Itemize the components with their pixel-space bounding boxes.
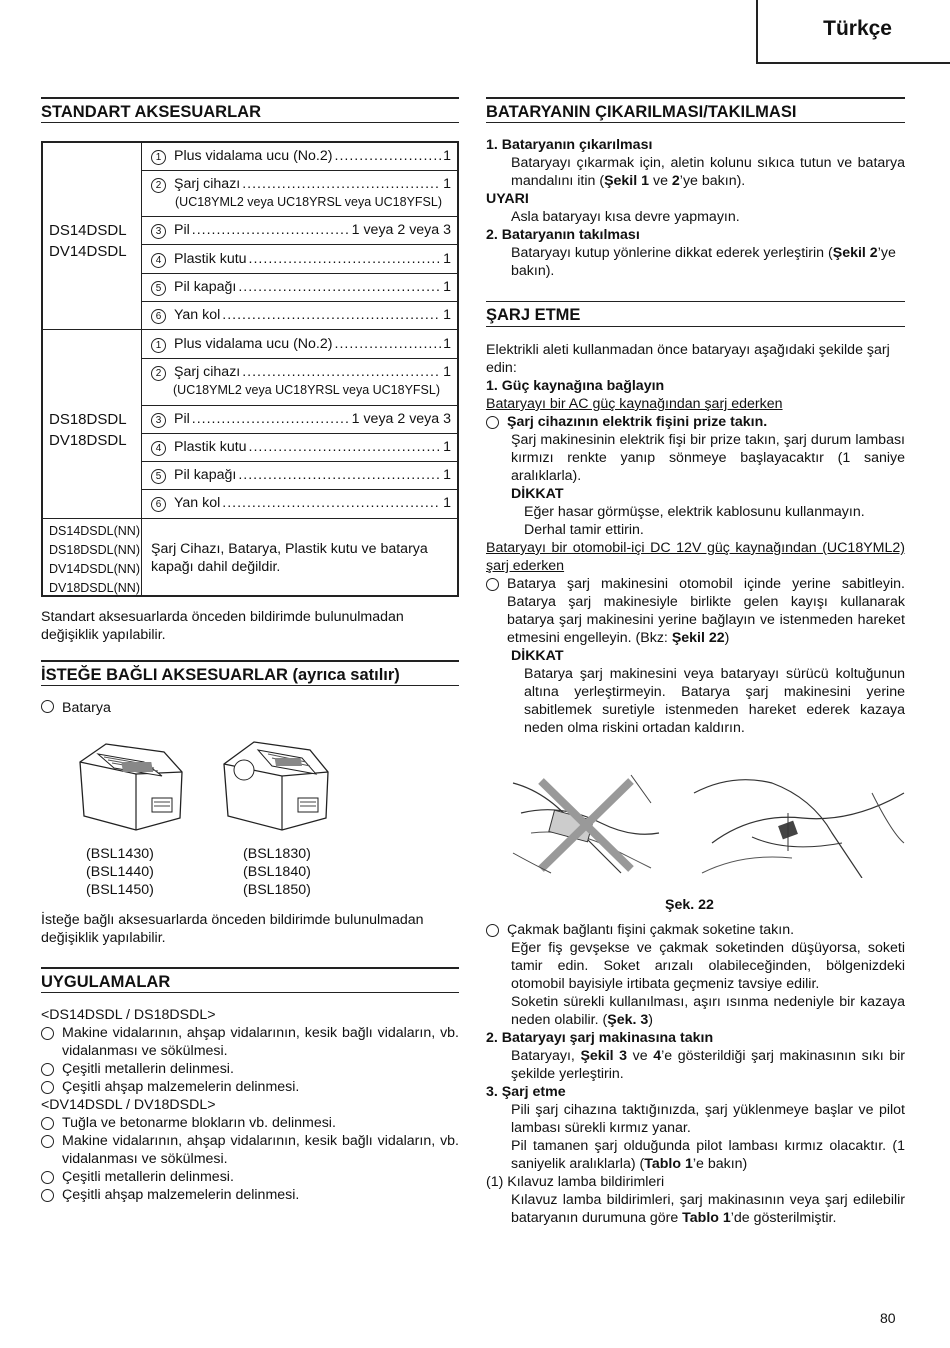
battery-bsl18-illustration [220, 732, 332, 832]
bullet-icon [486, 578, 499, 591]
bullet-icon [41, 1081, 54, 1094]
bullet-icon [41, 1117, 54, 1130]
optional-accessories-heading: İSTEĞE BAĞLI AKSESUARLAR (ayrıca satılır) [41, 660, 459, 686]
table-row: 5 Pil kapağı ..... 1 [151, 466, 451, 484]
bullet-icon [41, 1063, 54, 1076]
table-row: 4 Plastik kutu ..... 1 [151, 250, 451, 268]
model-group-3: DS14DSDL(NN) DS18DSDL(NN) DV14DSDL(NN) DV18DSDL(NN) [49, 524, 140, 595]
car-seat-strap-illustration [692, 773, 906, 878]
language-label: Türkçe [823, 17, 892, 40]
battery-bsl14-illustration [76, 732, 188, 832]
standard-accessories-table [41, 141, 459, 597]
not-included-note: Şarj Cihazı, Batarya, Plastik kutu ve batarya kapağı dahil değildir. [151, 541, 428, 575]
table-row: 4 Plastik kutu ..... 1 [151, 438, 451, 456]
bullet-icon [41, 1135, 54, 1148]
charging-section: Elektrikli aleti kullanmadan önce bataryayı aşağıdaki şekilde şarj edin: 1. Güç kaynağına bağlayın Bataryayı bir AC güç kaynağından şarj ederken Şarj cihazının elektrik fişini prize takın. Şarj makinesinin elektrik fişi bir prize takın, şarj durum lambası kırmızı renkte yanıp sönmeye başlayacaktır (1 saniye aralıklarla). DİKKAT Eğer hasar görmüşse, elektrik kablosunu kullanmayın. Derhal tamir ettirin. Bataryayı bir otomobil-içi DC 12V güç kaynağından (UC18YML2) şarj ederken Batarya şarj makinesini otomobil içinde yerine sabitleyin. Batarya şarj makinesiyle birlikte gelen kayışı kullanarak batarya şarj makinesini yerine bağlayın ve istenmeden hareket etmesini engelleyin. (Bkz: Şekil 22) DİKKAT Batarya şarj makinesini veya bataryayı sürücü koltuğunun altına yerleştirmeyin. Batarya şarj makinesini yerine sabitlemek suretiyle istenmeden hareket ederek kazaya neden olma riskini ortadan kaldırın. [486, 342, 905, 736]
bullet-icon [41, 1189, 54, 1202]
list-item: Makine vidalarının, ahşap vidalarının, kesik bağlı vidaların, vb. vidalanması ve sökülmesi. [41, 1132, 459, 1168]
page-number: 80 [880, 1310, 896, 1326]
standard-accessories-footnote: Standart aksesuarlarda önceden bildirimde bulunulmadan değişiklik yapılabilir. [41, 609, 404, 643]
table-row: 1 Plus vidalama ucu (No.2) ..... 1 [151, 335, 451, 353]
list-item: Çeşitli ahşap malzemelerin delinmesi. [41, 1078, 459, 1096]
optional-models-left: (BSL1430) (BSL1440) (BSL1450) [86, 846, 154, 898]
model-group-1: DS14DSDL DV14DSDL [49, 222, 127, 260]
bullet-icon [486, 416, 499, 429]
table-row: 1 Plus vidalama ucu (No.2) ..... 1 [151, 147, 451, 165]
list-item: Tuğla ve betonarme blokların vb. delinmesi. [41, 1114, 459, 1132]
table-row: 3 Pil ..... 1 veya 2 veya 3 [151, 410, 451, 428]
table-row: 6 Yan kol ..... 1 [151, 306, 451, 324]
standard-accessories-heading: STANDART AKSESUARLAR [41, 97, 459, 123]
optional-item: Batarya [41, 699, 459, 717]
car-seat-prohibited-illustration [511, 773, 661, 878]
bullet-icon [41, 700, 54, 713]
app-group-title: <DV14DSDL / DV18DSDL> [41, 1097, 216, 1113]
charger-models: (UC18YML2 veya UC18YRSL veya UC18YFSL) [173, 383, 441, 397]
optional-accessories-footnote: İsteğe bağlı aksesuarlarda önceden bildirimde bulunulmadan değişiklik yapılabilir. [41, 912, 424, 946]
table-row: 6 Yan kol ..... 1 [151, 494, 451, 512]
battery-heading: BATARYANIN ÇIKARILMASI/TAKILMASI [486, 97, 905, 123]
bullet-icon [486, 924, 499, 937]
optional-models-right: (BSL1830) (BSL1840) (BSL1850) [243, 846, 311, 898]
list-item: Çeşitli ahşap malzemelerin delinmesi. [41, 1186, 459, 1204]
model-group-2: DS18DSDL DV18DSDL [49, 411, 127, 449]
table-row: 2 Şarj cihazı ..... 1 [151, 175, 451, 193]
language-tab [756, 0, 950, 64]
table-row: 5 Pil kapağı ..... 1 [151, 278, 451, 296]
figure-caption: Şek. 22 [665, 897, 714, 913]
table-row: 3 Pil ..... 1 veya 2 veya 3 [151, 221, 451, 239]
bullet-icon [41, 1027, 54, 1040]
list-item: Makine vidalarının, ahşap vidalarının, kesik bağlı vidaların, vb. vidalanması ve sökülmesi. [41, 1024, 459, 1060]
battery-section: 1. Bataryanın çıkarılması Bataryayı çıkarmak için, aletin kolunu sıkıca tutun ve batarya mandalını itin (Şekil 1 ve 2’ye bakın). UYARI Asla bataryayı kısa devre yapmayın. 2. Bataryanın takılması Bataryayı kutup yönlerine dikkat ederek yerleştirin (Şekil 2’ye bakın). [486, 137, 905, 279]
list-item: Çeşitli metallerin delinmesi. [41, 1060, 459, 1078]
charger-models: (UC18YML2 veya UC18YRSL veya UC18YFSL) [175, 195, 443, 209]
bullet-icon [41, 1171, 54, 1184]
charging-heading: ŞARJ ETME [486, 301, 905, 327]
applications-heading: UYGULAMALAR [41, 967, 459, 993]
charging-section-continued: Çakmak bağlantı fişini çakmak soketine takın. Eğer fiş gevşekse ve çakmak soketinden düşüyorsa, soketi tamir edin. Soket arızalı olabileceğinden, bölgenizdeki otomobil bayisiyle irtibata geçmeniz tavsiye edilir. Soketin sürekli kullanılması, aşırı ısınma nedeniyle bir kazaya neden olabilir. (Şek. 3) 2. Bataryayı şarj makinasına takın Bataryayı, Şekil 3 ve 4’e gösterildiği şarj makinasının sıkı bir şekilde yerleştirin. 3. Şarj etme Pili şarj cihazına taktığınızda, şarj yüklenmeye başlar ve pilot lambası sürekli kırmız yanar. Pil tamanen şarj olduğunda pilot lambası kırmız olacaktır. (1 saniyelik aralıklarla) (Tablo 1’e bakın) (1) Kılavuz lamba bildirimleri Kılavuz lamba bildirimleri, şarj makinasının veya şarj edilebilir bataryanın durumuna göre Tablo 1’de gösterilmiştir. [486, 922, 905, 1226]
applications-list [41, 1006, 459, 1204]
app-group-title: <DS14DSDL / DS18DSDL> [41, 1007, 216, 1023]
table-row: 2 Şarj cihazı ..... 1 [151, 363, 451, 381]
list-item: Çeşitli metallerin delinmesi. [41, 1168, 459, 1186]
